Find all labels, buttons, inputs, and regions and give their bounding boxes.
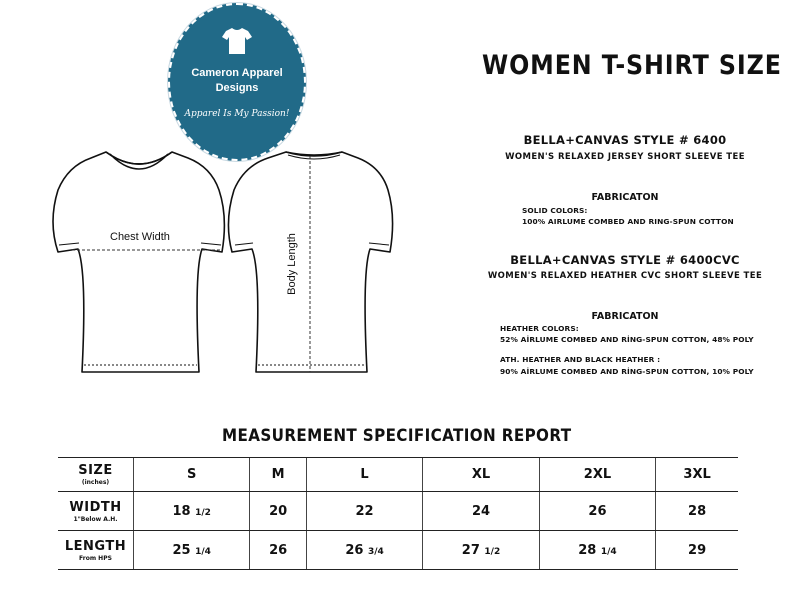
size-column-header: M: [250, 458, 306, 492]
chest-width-label: Chest Width: [110, 231, 170, 243]
table-header-row: [58, 458, 738, 492]
product-style: BELLA+CANVAS STYLE # 6400CVC: [510, 253, 740, 267]
measurement-whole: 26: [345, 542, 364, 558]
brand-logo: [168, 3, 306, 161]
product-style: BELLA+CANVAS STYLE # 6400: [523, 133, 727, 147]
measurement-cell: [134, 531, 250, 570]
body-length-label: Body Length: [285, 233, 298, 295]
table-row: [58, 531, 738, 570]
measurement-cell: [306, 492, 422, 531]
measurement-cell: [656, 492, 738, 531]
fabrication-line: SOLID COLORS:: [522, 206, 588, 215]
measurement-fraction: 1/2: [484, 546, 501, 557]
measurement-cell: [250, 492, 306, 531]
tshirt-back-drawing: [228, 152, 392, 372]
tshirt-logo-icon: [222, 27, 252, 55]
measurement-whole: 27: [461, 542, 480, 558]
measurement-cell: [656, 531, 738, 570]
measurement-fraction: 3/4: [367, 546, 384, 557]
size-header-label: SIZE: [78, 463, 113, 478]
size-column-header: L: [306, 458, 422, 492]
row-label: WIDTH: [69, 499, 122, 515]
measurement-cell: [134, 492, 250, 531]
measurement-whole: 28: [688, 503, 707, 519]
size-header-cell: [58, 458, 134, 492]
measurement-whole: 24: [471, 503, 491, 519]
product-description: WOMEN'S RELAXED JERSEY SHORT SLEEVE TEE: [505, 152, 745, 162]
fabrication-line: 52% AİRLUME COMBED AND RİNG-SPUN COTTON, 48% POLY: [500, 335, 754, 344]
product-description: WOMEN'S RELAXED HEATHER CVC SHORT SLEEVE TEE: [487, 271, 763, 281]
logo-name-line1: Cameron Apparel: [191, 67, 283, 79]
size-column-header: S: [134, 458, 250, 492]
table-row: [58, 492, 738, 531]
row-header-cell: [58, 531, 134, 570]
measurement-cell: [306, 531, 422, 570]
measurement-cell: [423, 492, 539, 531]
measurement-table: [58, 457, 738, 570]
measurement-whole: 26: [269, 542, 288, 558]
measurement-cell: [250, 531, 306, 570]
size-column-header: XL: [423, 458, 539, 492]
measurement-whole: 28: [578, 542, 597, 558]
measurement-cell: [423, 531, 539, 570]
row-header-cell: [58, 492, 134, 531]
measurement-fraction: 1/2: [195, 507, 211, 518]
size-header-unit: (inches): [81, 479, 110, 486]
measurement-whole: 26: [588, 503, 607, 519]
report-title: MEASUREMENT SPECIFICATION REPORT: [222, 426, 572, 445]
fabrication-title: FABRICATON: [591, 311, 659, 322]
fabrication-title: FABRICATON: [591, 192, 659, 203]
fabrication-line: 100% AIRLUME COMBED AND RING-SPUN COTTON: [522, 217, 734, 226]
tshirt-front-drawing: [53, 152, 224, 372]
row-label: LENGTH: [64, 538, 127, 554]
fabrication-line: HEATHER COLORS:: [500, 324, 579, 333]
page-title: WOMEN T-SHIRT SIZE: [482, 50, 782, 81]
fabrication-line: ATH. HEATHER AND BLACK HEATHER :: [500, 355, 661, 364]
measurement-whole: 20: [269, 503, 288, 519]
measurement-whole: 18: [172, 503, 191, 519]
size-column-header: 2XL: [539, 458, 655, 492]
size-column-header: 3XL: [656, 458, 738, 492]
measurement-cell: [539, 492, 655, 531]
logo-name-line2: Designs: [215, 82, 259, 94]
measurement-whole: 29: [688, 542, 707, 558]
measurement-cell: [539, 531, 655, 570]
logo-tagline: Apparel Is My Passion!: [184, 109, 290, 119]
tshirt-diagram: [36, 142, 416, 378]
fabrication-line: 90% AİRLUME COMBED AND RİNG-SPUN COTTON, 10% POLY: [500, 367, 754, 376]
row-sublabel: From HPS: [79, 554, 112, 562]
measurement-whole: 25: [172, 542, 191, 558]
measurement-whole: 22: [355, 503, 374, 519]
measurement-fraction: 1/4: [600, 546, 617, 557]
row-sublabel: 1"Below A.H.: [73, 515, 118, 523]
measurement-fraction: 1/4: [195, 546, 211, 557]
